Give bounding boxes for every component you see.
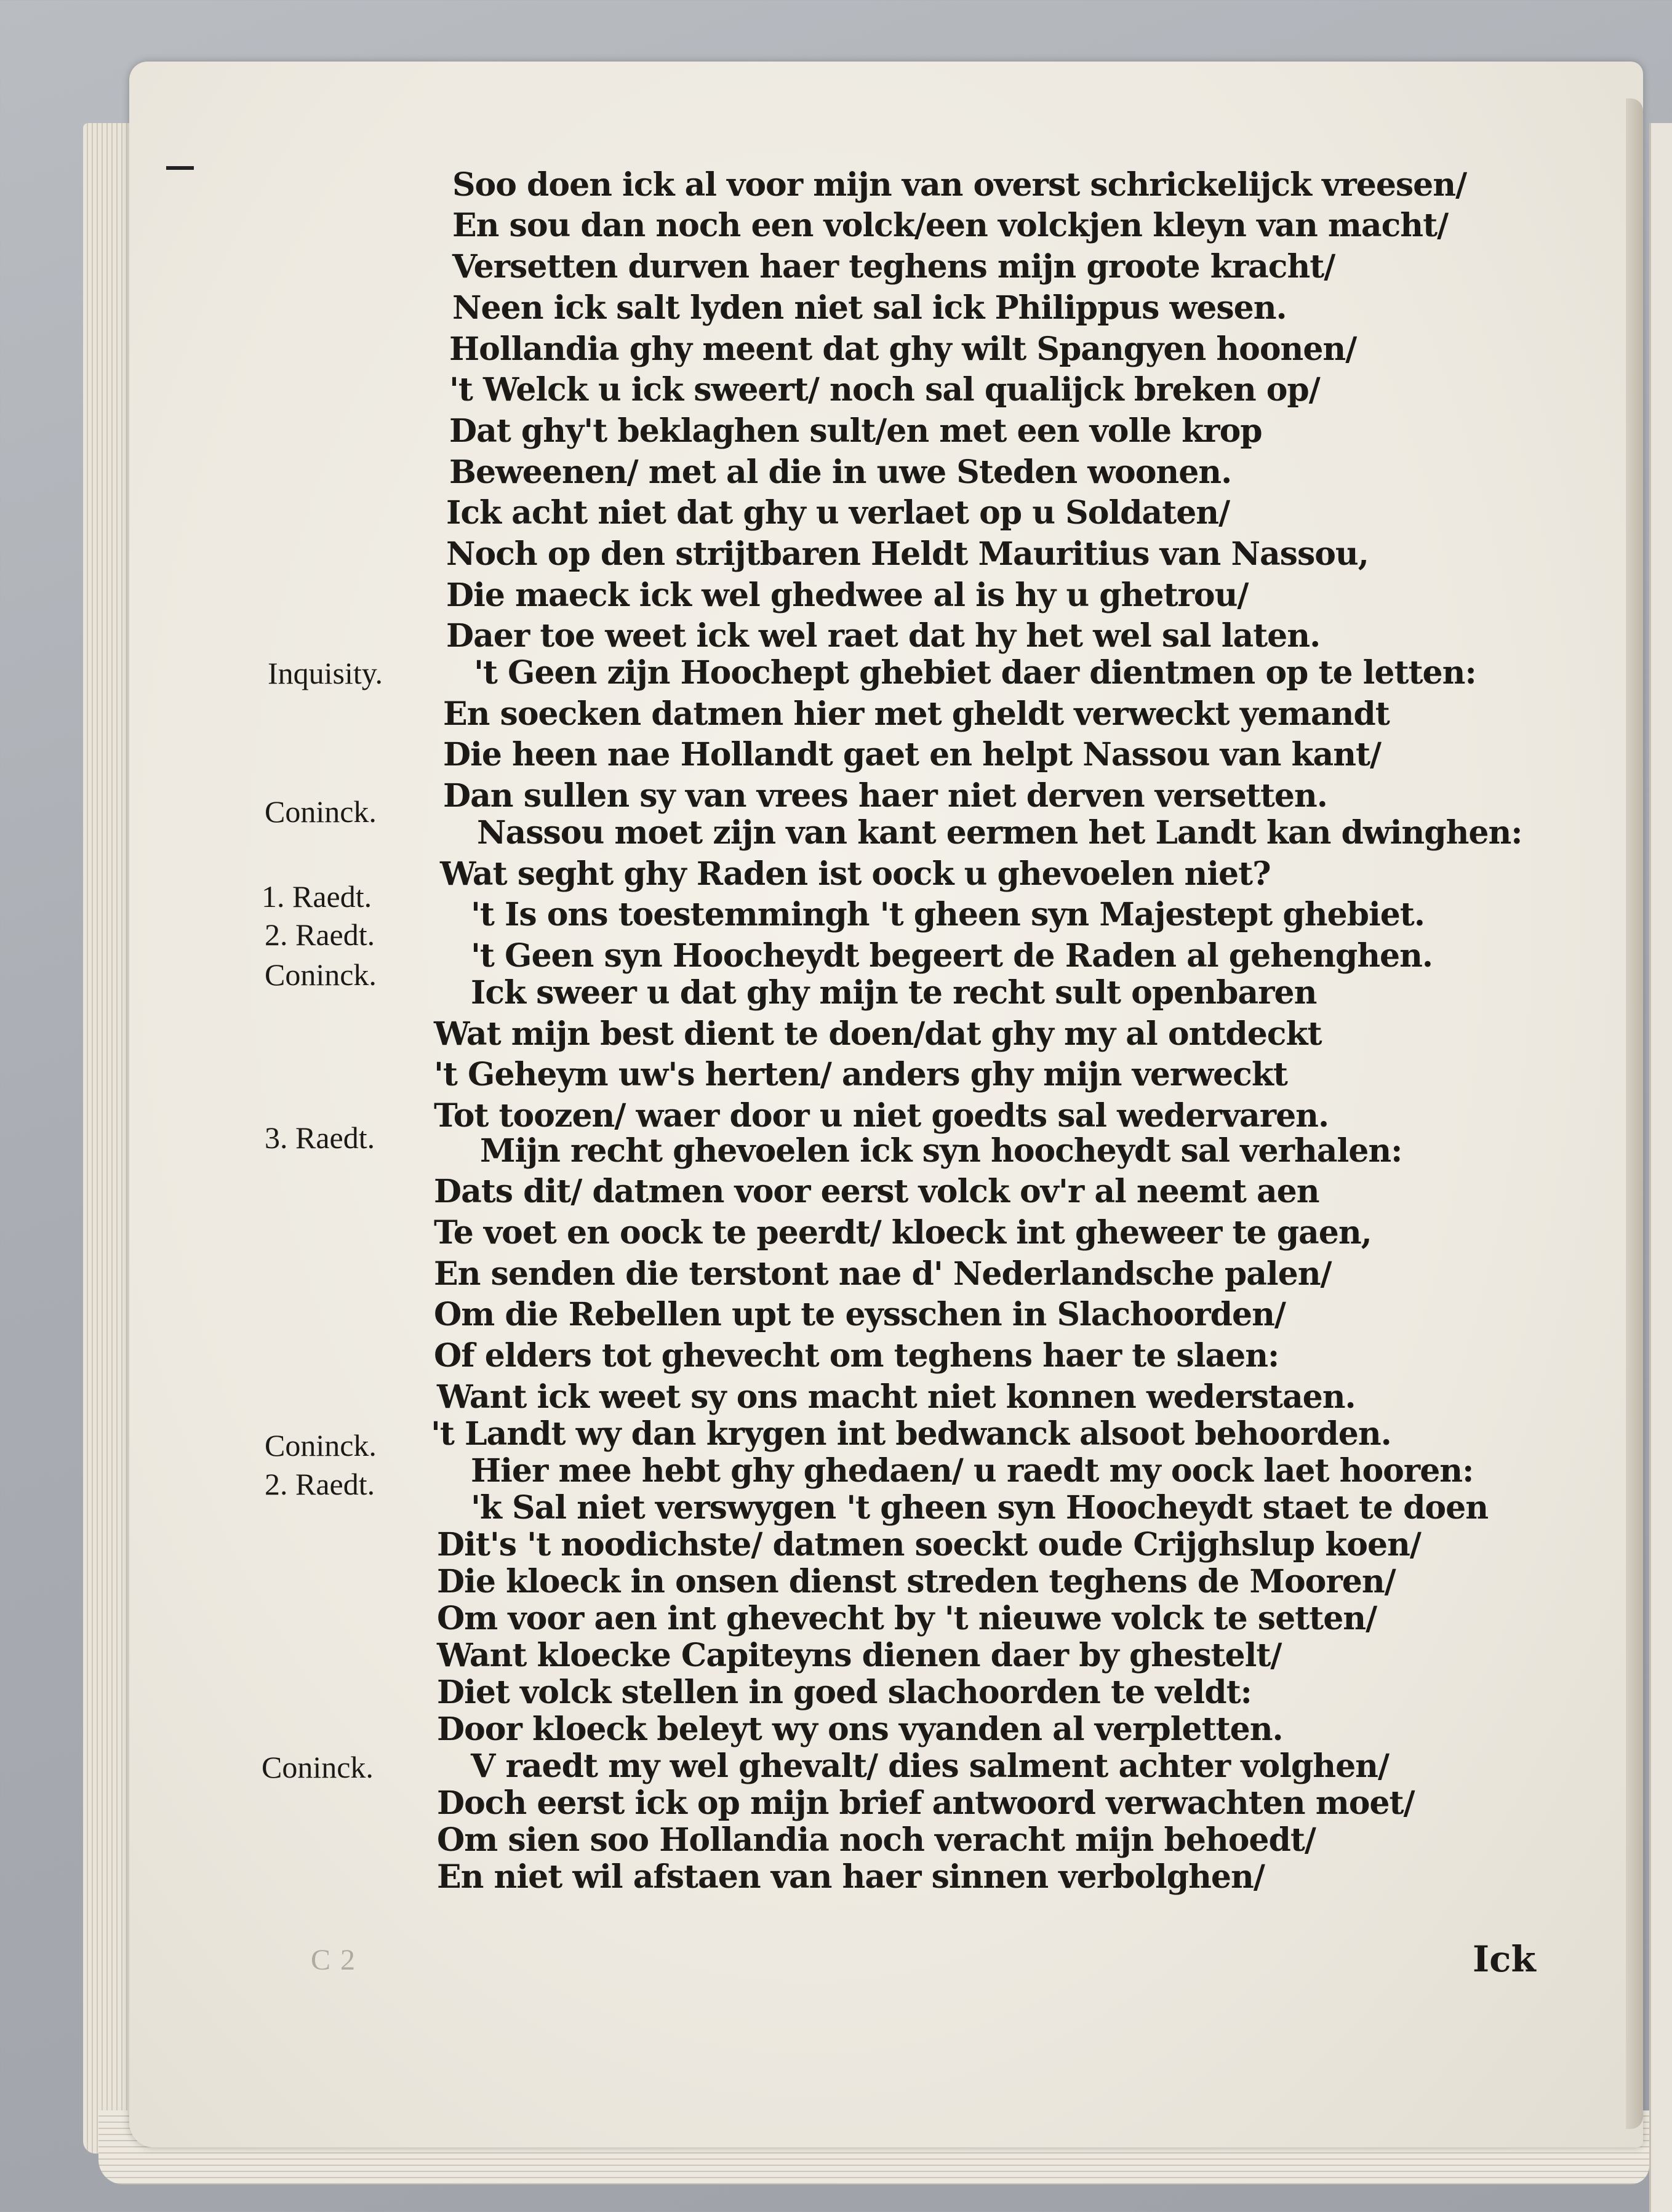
verse-line: Doch eerst ick op mijn brief antwoord verwachten moet/ [437, 1784, 1415, 1822]
verse-line: Versetten durven haer teghens mijn groote kracht/ [452, 248, 1335, 285]
verse-line: Daer toe weet ick wel raet dat hy het wel sal laten. [446, 617, 1321, 655]
verse-line: Dats dit/ datmen voor eerst volck ov'r al neemt aen [434, 1173, 1319, 1210]
verse-line: Want ick weet sy ons macht niet konnen wederstaen. [437, 1378, 1356, 1416]
margin-dash [166, 166, 194, 170]
book-gutter [1626, 98, 1643, 2129]
verse-line: V raedt my wel ghevalt/ dies salment achter volghen/ [471, 1747, 1389, 1785]
verse-line: 't Geen zijn Hoochept ghebiet daer dientmen op te letten: [474, 654, 1476, 692]
faint-signature-mark: C 2 [311, 1944, 357, 1976]
verse-line: Te voet en oock te peerdt/ kloeck int gheweer te gaen, [434, 1214, 1372, 1252]
verse-line: En senden die terstont nae d' Nederlandsche palen/ [434, 1255, 1332, 1293]
verse-line: 't Welck u ick sweert/ noch sal qualijck breken op/ [449, 371, 1320, 409]
verse-line: 't Is ons toestemmingh 't gheen syn Majestept ghebiet. [471, 896, 1425, 933]
speaker-label: Coninck. [265, 957, 377, 992]
verse-line: En niet wil afstaen van haer sinnen verbolghen/ [437, 1858, 1265, 1896]
verse-line: Want kloecke Capiteyns dienen daer by ghestelt/ [437, 1637, 1282, 1674]
verse-line: Of elders tot ghevecht om teghens haer te slaen: [434, 1337, 1279, 1375]
verse-line: Om die Rebellen upt te eysschen in Slachoorden/ [434, 1296, 1286, 1333]
verse-line: Wat mijn best dient te doen/dat ghy my al ontdeckt [434, 1015, 1322, 1053]
verse-line: Mijn recht ghevoelen ick syn hoocheydt sal verhalen: [480, 1132, 1402, 1170]
verse-line: Dat ghy't beklaghen sult/en met een volle krop [449, 412, 1262, 450]
speaker-label: 3. Raedt. [265, 1120, 375, 1155]
verse-line: Hier mee hebt ghy ghedaen/ u raedt my oock laet hooren: [471, 1452, 1474, 1490]
speaker-label: Coninck. [265, 1428, 377, 1463]
verse-line: 't Geheym uw's herten/ anders ghy mijn verweckt [434, 1056, 1287, 1093]
verse-line: 'k Sal niet verswygen 't gheen syn Hoocheydt staet te doen [471, 1489, 1488, 1527]
verse-line: Die kloeck in onsen dienst streden teghens de Mooren/ [437, 1563, 1396, 1600]
speaker-label: Inquisity. [268, 656, 383, 690]
verse-line: En sou dan noch een volck/een volckjen kleyn van macht/ [452, 207, 1449, 244]
speaker-label: 2. Raedt. [265, 1467, 375, 1501]
verse-line: Noch op den strijtbaren Heldt Mauritius van Nassou, [446, 535, 1369, 573]
verse-line: Dan sullen sy van vrees haer niet derven versetten. [443, 777, 1327, 815]
verse-line: 't Landt wy dan krygen int bedwanck alsoot behoorden. [431, 1415, 1391, 1453]
verse-line: Om sien soo Hollandia noch veracht mijn behoedt/ [437, 1821, 1316, 1859]
verse-line: En soecken datmen hier met gheldt verweckt yemandt [443, 695, 1390, 733]
verse-line: Neen ick salt lyden niet sal ick Philippus wesen. [452, 289, 1287, 327]
verse-line: Hollandia ghy meent dat ghy wilt Spangyen hoonen/ [449, 330, 1357, 368]
verse-line: 't Geen syn Hoocheydt begeert de Raden al gehenghen. [471, 937, 1433, 975]
verse-line: Soo doen ick al voor mijn van overst schrickelijck vreesen/ [452, 166, 1467, 204]
verse-line: Die maeck ick wel ghedwee al is hy u ghetrou/ [446, 577, 1249, 614]
verse-line: Om voor aen int ghevecht by 't nieuwe volck te setten/ [437, 1600, 1377, 1637]
speaker-label: 2. Raedt. [265, 917, 375, 952]
speaker-label: Coninck. [262, 1750, 374, 1784]
verse-line: Tot toozen/ waer door u niet goedts sal wedervaren. [434, 1097, 1329, 1135]
verse-line: Die heen nae Hollandt gaet en helpt Nassou van kant/ [443, 736, 1382, 773]
verse-line: Ick sweer u dat ghy mijn te recht sult openbaren [471, 974, 1317, 1012]
speaker-label: 1. Raedt. [262, 879, 372, 914]
verse-line: Dit's 't noodichste/ datmen soeckt oude Crijghslup koen/ [437, 1526, 1421, 1563]
verse-line: Nassou moet zijn van kant eermen het Landt kan dwinghen: [477, 814, 1522, 852]
verse-line: Door kloeck beleyt wy ons vyanden al verpletten. [437, 1711, 1283, 1748]
facing-page-edge [1649, 123, 1672, 2212]
catchword: Ick [1473, 1938, 1536, 1980]
verse-line: Ick acht niet dat ghy u verlaet op u Soldaten/ [446, 494, 1230, 532]
verse-line: Diet volck stellen in goed slachoorden te veldt: [437, 1674, 1252, 1711]
verse-line: Beweenen/ met al die in uwe Steden woonen. [449, 453, 1232, 491]
verse-line: Wat seght ghy Raden ist oock u ghevoelen niet? [440, 855, 1271, 893]
speaker-label: Coninck. [265, 794, 377, 829]
